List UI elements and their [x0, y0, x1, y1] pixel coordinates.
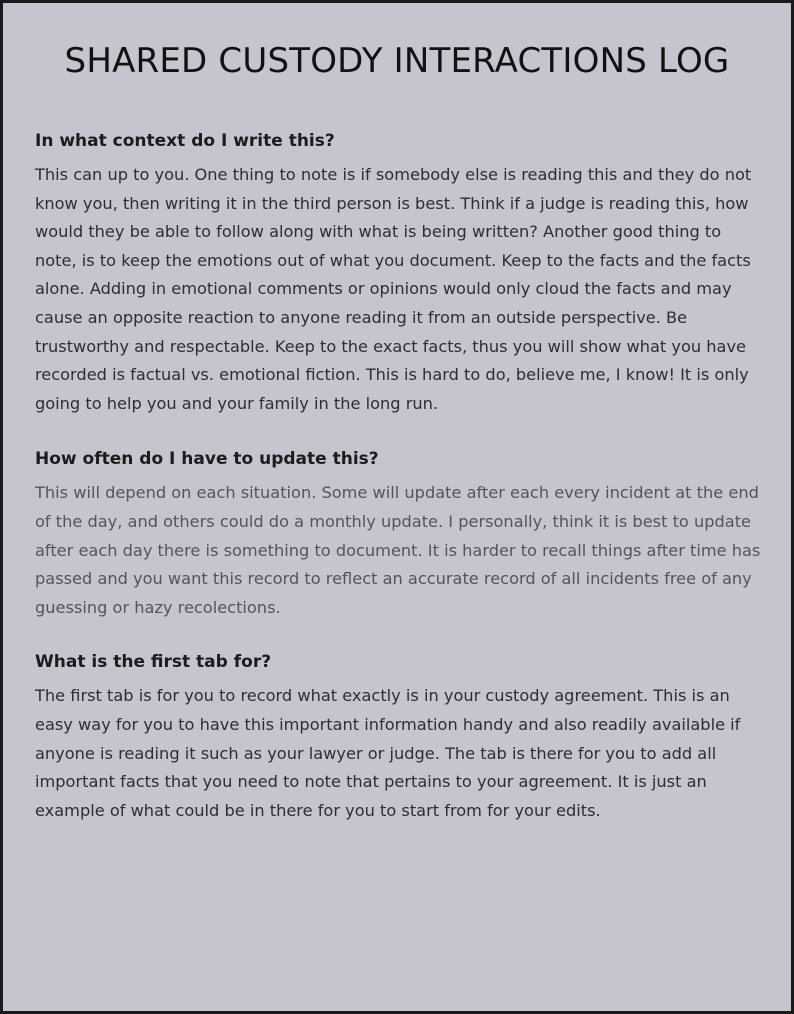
- section-heading: What is the first tab for?: [35, 652, 272, 673]
- section-paragraph: This can up to you. One thing to note is if somebody else is reading this and they do not know you, then writing it in the third person is best. Think if a judge is reading this, how would they be able to follow along with what is being written? Another good thing to note, is to keep the emotions out of what you document. Keep to the facts and the facts alone. Adding in emotional comments or opinions would only cloud the facts and may cause an opposite reaction to anyone reading it from an outside perspective. Be trustworthy and respectable. Keep to the exact facts, thus you will show what you have recorded is factual vs. emotional fiction. This is hard to do, believe me, I know! It is only going to help you and your family in the long run.: [35, 165, 752, 413]
- section-heading: In what context do I write this?: [35, 131, 335, 151]
- section-paragraph: The first tab is for you to record what exactly is in your custody agreement. This is an easy way for you to have this important information handy and also readily available if anyone is reading it such as your lawyer or judge. The tab is there for you to add all important facts that you need to note that pertains to your agreement. It is just an example of what could be in there for you to start from for your edits.: [35, 686, 741, 820]
- section-first-tab: [35, 650, 765, 825]
- page-title: SHARED CUSTODY INTERACTIONS LOG: [64, 41, 730, 81]
- document-content: [35, 129, 765, 825]
- section-context: [35, 129, 765, 418]
- section-paragraph: This will depend on each situation. Some will update after each every incident at the end of the day, and others could do a monthly update. I personally, think it is best to update after each day there is something to document. It is harder to recall things after time has passed and you want this record to reflect an accurate record of all incidents free of any guessing or hazy recolections.: [35, 483, 761, 617]
- section-heading: How often do I have to update this?: [35, 449, 379, 470]
- section-update-frequency: [35, 447, 765, 622]
